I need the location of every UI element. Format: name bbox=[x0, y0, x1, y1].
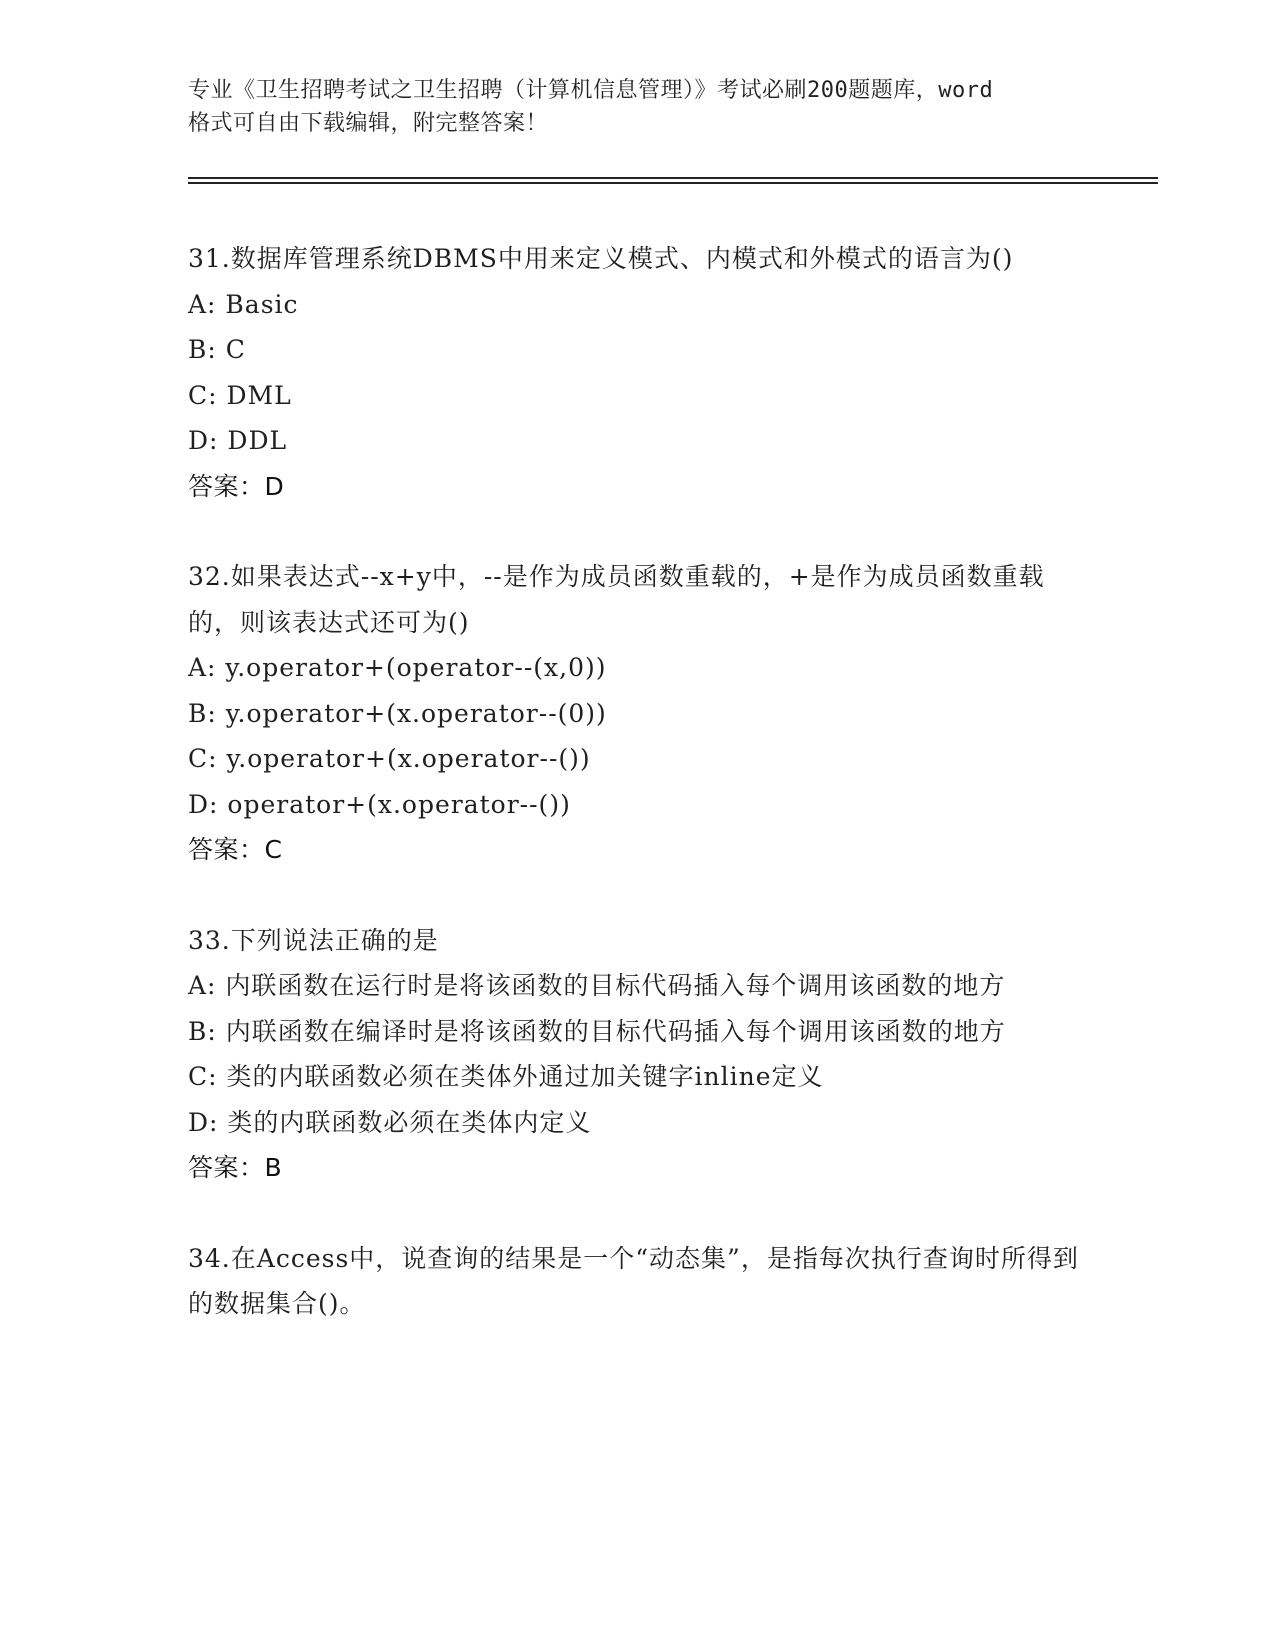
question-34 bbox=[188, 1236, 1088, 1327]
answer-label: 答案：C bbox=[188, 835, 283, 864]
option-d: D: operator+(x.operator--()) bbox=[188, 789, 571, 819]
option-d: D: DDL bbox=[188, 426, 288, 455]
option-c: C: DML bbox=[188, 380, 292, 410]
question-stem: 32.如果表达式--x+y中，--是作为成员函数重载的，+是作为成员函数重载的，则该表达式还可为() bbox=[188, 562, 1045, 637]
option-c: C: 类的内联函数必须在类体外通过加关键字inline定义 bbox=[188, 1062, 824, 1091]
question-stem: 31.数据库管理系统DBMS中用来定义模式、内模式和外模式的语言为() bbox=[188, 244, 1014, 273]
question-list bbox=[188, 236, 1088, 1327]
option-c: C: y.operator+(x.operator--()) bbox=[188, 744, 591, 773]
header-line-2: 格式可自由下载编辑，附完整答案！ bbox=[188, 111, 549, 136]
answer-label: 答案：D bbox=[188, 471, 285, 501]
option-b: B: C bbox=[188, 335, 246, 364]
question-32 bbox=[188, 554, 1088, 873]
header-divider-bottom bbox=[188, 182, 1158, 184]
option-a: A: y.operator+(operator--(x,0)) bbox=[188, 653, 607, 682]
option-b: B: y.operator+(x.operator--(0)) bbox=[188, 698, 607, 728]
document-header bbox=[188, 74, 1088, 140]
option-a: A: Basic bbox=[188, 289, 299, 319]
option-d: D: 类的内联函数必须在类体内定义 bbox=[188, 1107, 592, 1137]
header-line-1: 专业《卫生招聘考试之卫生招聘（计算机信息管理）》考试必刷200题题库，word bbox=[188, 78, 994, 103]
header-divider-top bbox=[188, 177, 1158, 179]
question-33 bbox=[188, 918, 1088, 1191]
question-stem: 34.在Access中，说查询的结果是一个“动态集”，是指每次执行查询时所得到的数据集合()。 bbox=[188, 1243, 1079, 1318]
question-stem: 33.下列说法正确的是 bbox=[188, 925, 439, 955]
option-b: B: 内联函数在编译时是将该函数的目标代码插入每个调用该函数的地方 bbox=[188, 1016, 1006, 1046]
option-a: A: 内联函数在运行时是将该函数的目标代码插入每个调用该函数的地方 bbox=[188, 971, 1006, 1000]
answer-label: 答案：B bbox=[188, 1153, 283, 1182]
question-31 bbox=[188, 236, 1088, 509]
